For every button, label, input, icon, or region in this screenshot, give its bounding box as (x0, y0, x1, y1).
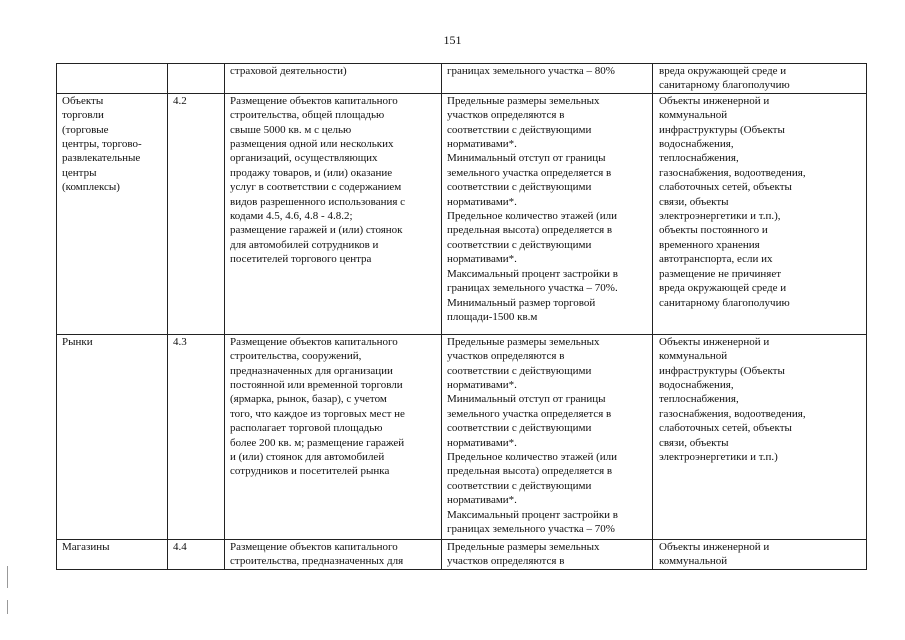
cell-text-line: участков определяются в (447, 350, 565, 363)
cell-text-line: автотранспорта, если их (659, 253, 773, 266)
zone-description-cell (225, 539, 442, 569)
cell-text-line: коммунальной (659, 109, 728, 122)
zone-name-cell (57, 539, 168, 569)
cell-text-line: коммунальной (659, 555, 728, 568)
cell-text-line: электроэнергетики и т.п.), (659, 210, 781, 223)
table-row (57, 334, 867, 539)
cell-text-line: Магазины (62, 540, 110, 553)
zone-parameters-cell (442, 539, 653, 569)
page-number: 151 (443, 33, 462, 47)
zoning-table (56, 63, 867, 570)
cell-text-line: временного хранения (659, 238, 760, 251)
cell-text-line: Объекты (62, 94, 104, 107)
cell-text-line: нормативами*. (447, 436, 517, 449)
cell-text-line: предельная высота) определяется в (447, 465, 613, 478)
cell-text-line: кодами 4.5, 4.6, 4.8 - 4.8.2; (230, 210, 353, 223)
cell-text-line: располагает торговой площадью (230, 422, 383, 435)
zone-auxiliary-cell (653, 64, 867, 94)
cell-text-line: строительства, сооружений, (230, 350, 362, 363)
cell-text-line: видов разрешенного использования с (230, 195, 406, 208)
cell-text-line: того, что каждое из торговых мест не (230, 407, 405, 420)
cell-text-line: объекты постоянного и (659, 224, 768, 237)
zone-description-cell (225, 64, 442, 94)
cell-text-line: участков определяются в (447, 555, 565, 568)
cell-text-line: соответствии с действующими (447, 238, 592, 251)
cell-text-line: соответствии с действующими (447, 123, 592, 136)
cell-text-line: нормативами*. (447, 195, 517, 208)
cell-text-line: связи, объекты (659, 436, 729, 449)
cell-text-line: соответствии с действующими (447, 422, 592, 435)
cell-text-line: Максимальный процент застройки в (447, 508, 618, 521)
cell-text-line: постоянной или временной торговли (230, 379, 403, 392)
cell-text-line: свыше 5000 кв. м с целью (230, 123, 352, 136)
cell-text-line: соответствии с действующими (447, 181, 592, 194)
cell-text-line: газоснабжения, водоотведения, (659, 166, 806, 179)
cell-text-line: предельная высота) определяется в (447, 224, 613, 237)
cell-text-line: нормативами*. (447, 379, 517, 392)
scan-edge-mark (7, 566, 8, 588)
cell-text-line: вреда окружающей среде и (659, 282, 787, 295)
cell-text-line: продажу товаров, и (или) оказание (230, 166, 393, 179)
cell-text-line: водоснабжения, (659, 138, 734, 151)
cell-text-line: коммунальной (659, 350, 728, 363)
cell-text-line: границах земельного участка – 80% (447, 65, 615, 77)
cell-text-line: и (или) стоянок для автомобилей (230, 451, 385, 464)
cell-text-line: водоснабжения, (659, 379, 734, 392)
cell-text-line: Размещение объектов капитального (230, 94, 398, 107)
cell-text-line: соответствии с действующими (447, 479, 592, 492)
cell-text-line: слаботочных сетей, объекты (659, 422, 792, 435)
cell-text-line: Предельное количество этажей (или (447, 451, 618, 464)
cell-text-line: сотрудников и посетителей рынка (230, 465, 390, 478)
cell-text-line: нормативами*. (447, 138, 517, 151)
zone-description-cell (225, 334, 442, 539)
cell-text-line: Размещение объектов капитального (230, 540, 398, 553)
cell-text-line: торговли (62, 109, 104, 122)
cell-text-line: санитарному благополучию (659, 296, 790, 309)
cell-text-line: теплоснабжения, (659, 152, 739, 165)
zone-parameters-cell (442, 93, 653, 334)
cell-text-line: площади-1500 кв.м (447, 310, 538, 323)
cell-text-line: Объекты инженерной и (659, 335, 770, 348)
zone-code-cell: 4.4 (168, 539, 225, 569)
cell-text-line: Предельные размеры земельных (447, 335, 600, 348)
zone-code-cell: 4.2 (168, 93, 225, 334)
cell-text-line: Минимальный отступ от границы (447, 393, 606, 406)
cell-text-line: связи, объекты (659, 195, 729, 208)
zone-parameters-cell (442, 64, 653, 94)
zone-name-cell (57, 64, 168, 94)
table-row (57, 93, 867, 334)
cell-text-line: центры, торгово- (62, 138, 142, 151)
cell-text-line: Минимальный отступ от границы (447, 152, 606, 165)
cell-text-line: нормативами*. (447, 494, 517, 507)
cell-text-line: газоснабжения, водоотведения, (659, 407, 806, 420)
cell-text-line: границах земельного участка – 70% (447, 523, 615, 536)
cell-text-line: центры (62, 166, 97, 179)
zone-code-cell: 4.3 (168, 334, 225, 539)
cell-text-line: инфраструктуры (Объекты (659, 123, 785, 136)
cell-text-line: посетителей торгового центра (230, 253, 372, 266)
cell-text-line: нормативами*. (447, 253, 517, 266)
cell-text-line: теплоснабжения, (659, 393, 739, 406)
cell-text-line: страховой деятельности) (230, 65, 347, 77)
cell-text-line: санитарному благополучию (659, 79, 790, 92)
cell-text-line: размещение не причиняет (659, 267, 782, 280)
zone-auxiliary-cell (653, 539, 867, 569)
cell-text-line: размещения одной или нескольких (230, 138, 394, 151)
cell-text-line: инфраструктуры (Объекты (659, 364, 785, 377)
cell-text-line: предназначенных для организации (230, 364, 393, 377)
zone-code-cell (168, 64, 225, 94)
cell-text-line: (ярмарка, рынок, базар), с учетом (230, 393, 387, 406)
cell-text-line: услуг в соответствии с содержанием (230, 181, 402, 194)
cell-text-line: границах земельного участка – 70%. (447, 282, 618, 295)
cell-text-line: развлекательные (62, 152, 141, 165)
cell-text-line: Минимальный размер торговой (447, 296, 596, 309)
cell-text-line: участков определяются в (447, 109, 565, 122)
cell-text-line: земельного участка определяется в (447, 407, 612, 420)
zone-name-cell (57, 93, 168, 334)
zone-auxiliary-cell (653, 334, 867, 539)
cell-text-line: более 200 кв. м; размещение гаражей (230, 436, 405, 449)
cell-text-line: строительства, общей площадью (230, 109, 385, 122)
cell-text-line: вреда окружающей среде и (659, 65, 787, 77)
cell-text-line: Предельное количество этажей (или (447, 210, 618, 223)
zone-name-cell (57, 334, 168, 539)
cell-text-line: строительства, предназначенных для (230, 555, 404, 568)
cell-text-line: соответствии с действующими (447, 364, 592, 377)
cell-text-line: (торговые (62, 123, 109, 136)
cell-text-line: Размещение объектов капитального (230, 335, 398, 348)
cell-text-line: электроэнергетики и т.п.) (659, 451, 778, 464)
zone-auxiliary-cell (653, 93, 867, 334)
cell-text-line: Предельные размеры земельных (447, 94, 600, 107)
cell-text-line: слаботочных сетей, объекты (659, 181, 792, 194)
cell-text-line: организаций, осуществляющих (230, 152, 378, 165)
cell-text-line: Предельные размеры земельных (447, 540, 600, 553)
cell-text-line: Рынки (62, 335, 93, 348)
scan-edge-mark (7, 600, 8, 614)
cell-text-line: для автомобилей сотрудников и (230, 238, 379, 251)
table-row (57, 64, 867, 94)
cell-text-line: Максимальный процент застройки в (447, 267, 618, 280)
zone-parameters-cell (442, 334, 653, 539)
cell-text-line: Объекты инженерной и (659, 94, 770, 107)
cell-text-line: (комплексы) (62, 181, 120, 194)
cell-text-line: Объекты инженерной и (659, 540, 770, 553)
table-row (57, 539, 867, 569)
cell-text-line: размещение гаражей и (или) стоянок (230, 224, 403, 237)
cell-text-line: земельного участка определяется в (447, 166, 612, 179)
zone-description-cell (225, 93, 442, 334)
